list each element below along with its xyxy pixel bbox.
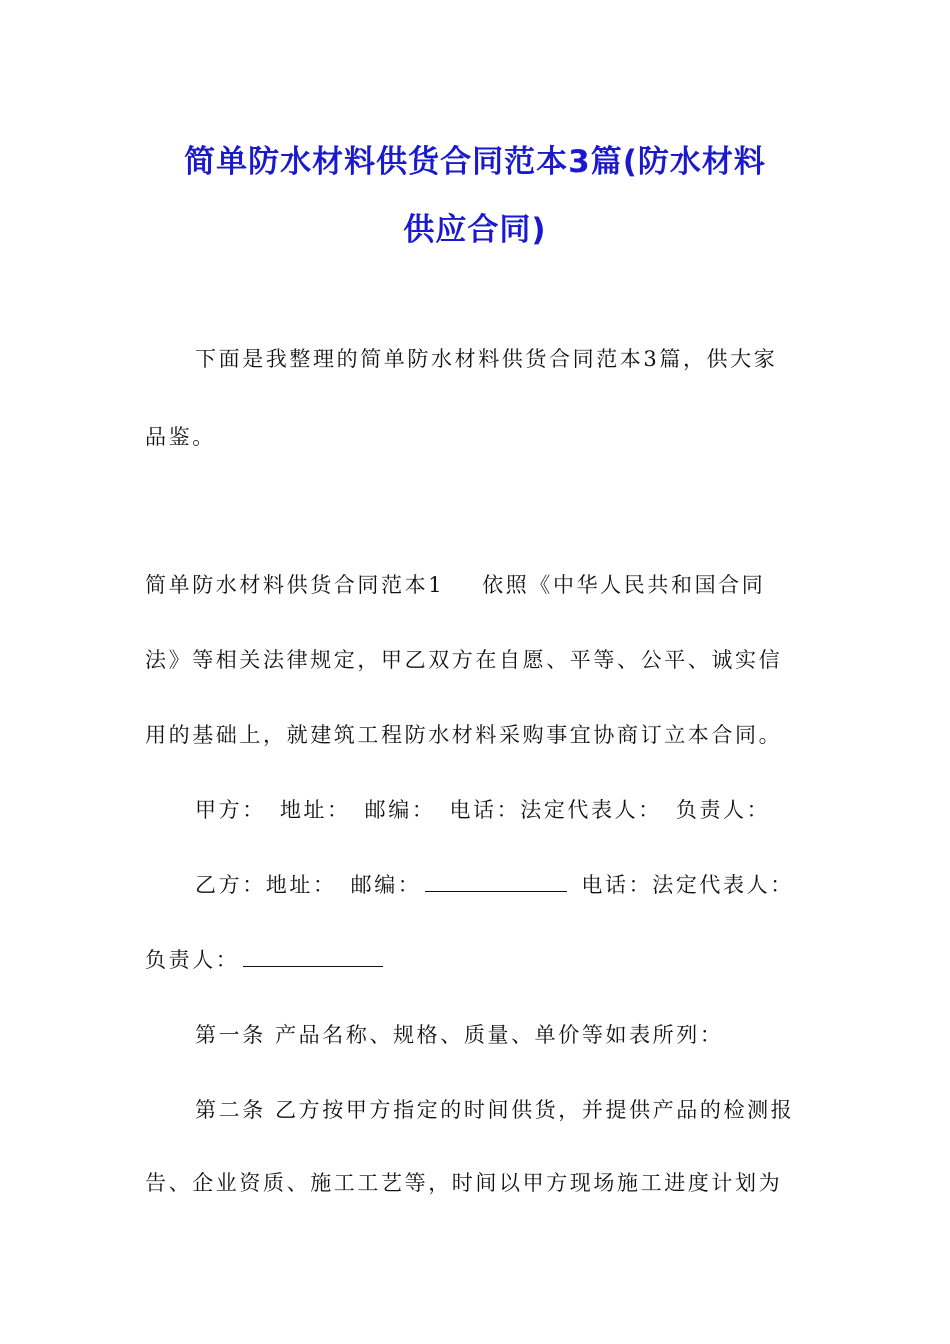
party-a-label: 甲方： <box>195 798 266 822</box>
section-1-line-1 <box>145 570 805 600</box>
document-title-line-2: 供应合同) <box>403 212 547 248</box>
party-b-phone: 电话：法定代表人： <box>581 873 794 897</box>
party-a-postcode: 邮编： <box>364 798 436 822</box>
party-a-phone: 电话：法定代表人： <box>449 798 662 822</box>
party-b-postcode: 邮编： <box>350 873 422 897</box>
party-a-responsible: 负责人： <box>675 798 771 822</box>
postcode-blank-line <box>425 871 567 892</box>
section-1-text-start: 依照《中华人民共和国合同 <box>482 573 766 597</box>
section-1-line-2: 法》等相关法律规定，甲乙双方在自愿、平等、公平、诚实信 <box>145 648 783 672</box>
intro-paragraph-line-2: 品鉴。 <box>145 425 216 449</box>
party-b-responsible: 负责人： <box>145 948 240 972</box>
article-1: 第一条 产品名称、规格、质量、单价等如表所列： <box>195 1023 724 1047</box>
article-2-line-1: 第二条 乙方按甲方指定的时间供货，并提供产品的检测报 <box>195 1098 795 1122</box>
document-title-line-1: 简单防水材料供货合同范本3篇(防水材料 <box>184 144 766 180</box>
party-b-line-1 <box>195 870 805 900</box>
party-b-line-2 <box>145 945 805 975</box>
party-a-address: 地址： <box>279 798 351 822</box>
article-2-line-2: 告、企业资质、施工工艺等，时间以甲方现场施工进度计划为 <box>145 1171 783 1195</box>
party-a-line <box>195 795 805 825</box>
intro-paragraph-line-1: 下面是我整理的简单防水材料供货合同范本3篇，供大家 <box>195 347 778 371</box>
section-1-line-3: 用的基础上，就建筑工程防水材料采购事宜协商订立本合同。 <box>145 723 783 747</box>
section-1-heading: 简单防水材料供货合同范本1 <box>145 573 445 597</box>
responsible-blank-line <box>243 946 383 967</box>
party-b-label: 乙方：地址： <box>195 873 337 897</box>
